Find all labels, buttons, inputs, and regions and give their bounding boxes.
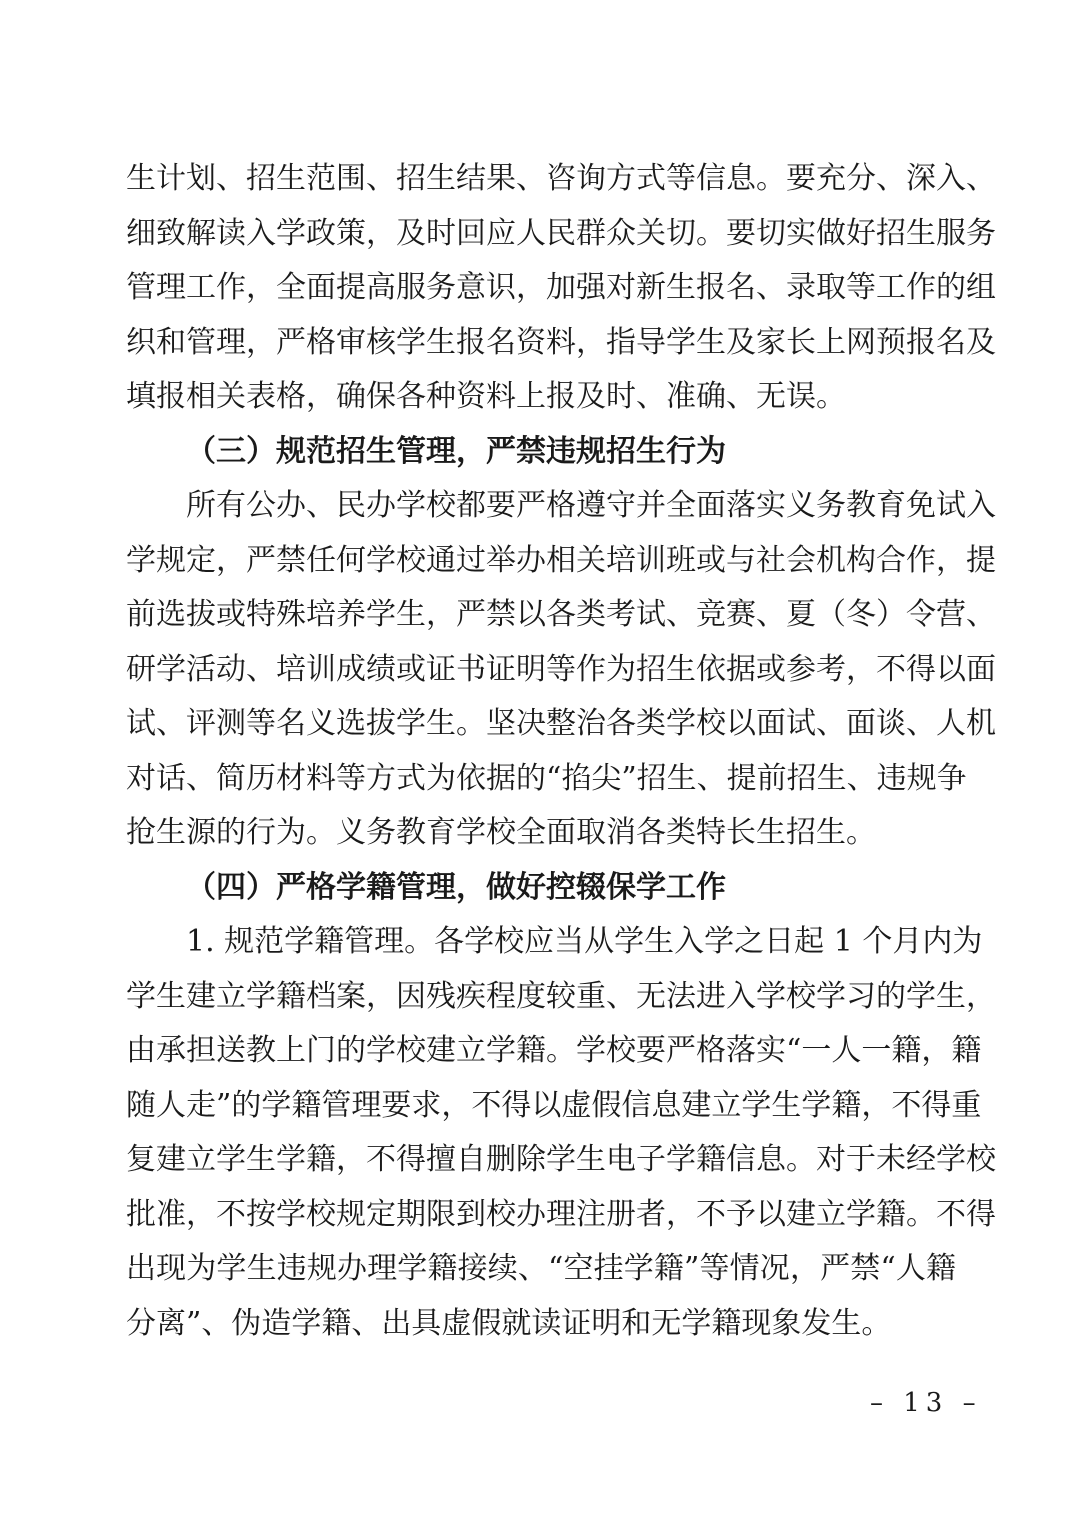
paragraph-start: 1. 规范学籍管理。各学校应当从学生入学之日起 1 个月内为 <box>186 924 983 959</box>
document-body <box>126 152 996 1351</box>
text-line: 对话、简历材料等方式为依据的“掐尖”招生、提前招生、违规争 <box>126 760 967 796</box>
text-line: 抢生源的行为。义务教育学校全面取消各类特长生招生。 <box>126 815 876 850</box>
text-line: 分离”、伪造学籍、出具虚假就读证明和无学籍现象发生。 <box>126 1305 892 1341</box>
text-line: 随人走”的学籍管理要求，不得以虚假信息建立学生学籍，不得重 <box>126 1087 982 1123</box>
section-heading-4: （四）严格学籍管理，做好控辍保学工作 <box>186 869 726 905</box>
paragraph-start: 所有公办、民办学校都要严格遵守并全面落实义务教育免试入 <box>186 488 996 523</box>
text-line: 生计划、招生范围、招生结果、咨询方式等信息。要充分、深入、 <box>126 161 996 196</box>
section-heading-3: （三）规范招生管理，严禁违规招生行为 <box>186 433 726 469</box>
text-line: 前选拔或特殊培养学生，严禁以各类考试、竞赛、夏（冬）令营、 <box>126 597 996 632</box>
text-line: 学生建立学籍档案，因残疾程度较重、无法进入学校学习的学生， <box>126 978 996 1014</box>
page-number: – 13 – <box>870 1388 982 1418</box>
text-line: 学规定，严禁任何学校通过举办相关培训班或与社会机构合作，提 <box>126 542 996 578</box>
text-line: 细致解读入学政策，及时回应人民群众关切。要切实做好招生服务 <box>126 215 996 251</box>
text-line: 复建立学生学籍，不得擅自删除学生电子学籍信息。对于未经学校 <box>126 1142 996 1177</box>
text-line: 试、评测等名义选拔学生。坚决整治各类学校以面试、面谈、人机 <box>126 706 996 741</box>
text-line: 由承担送教上门的学校建立学籍。学校要严格落实“一人一籍，籍 <box>126 1033 982 1068</box>
text-line: 批准，不按学校规定期限到校办理注册者，不予以建立学籍。不得 <box>126 1196 996 1232</box>
text-line: 填报相关表格，确保各种资料上报及时、准确、无误。 <box>126 379 846 414</box>
text-line: 管理工作，全面提高服务意识，加强对新生报名、录取等工作的组 <box>126 270 996 305</box>
text-line: 织和管理，严格审核学生报名资料，指导学生及家长上网预报名及 <box>126 324 996 360</box>
text-line: 出现为学生违规办理学籍接续、“空挂学籍”等情况，严禁“人籍 <box>126 1251 956 1286</box>
text-line: 研学活动、培训成绩或证书证明等作为招生依据或参考，不得以面 <box>126 651 996 687</box>
